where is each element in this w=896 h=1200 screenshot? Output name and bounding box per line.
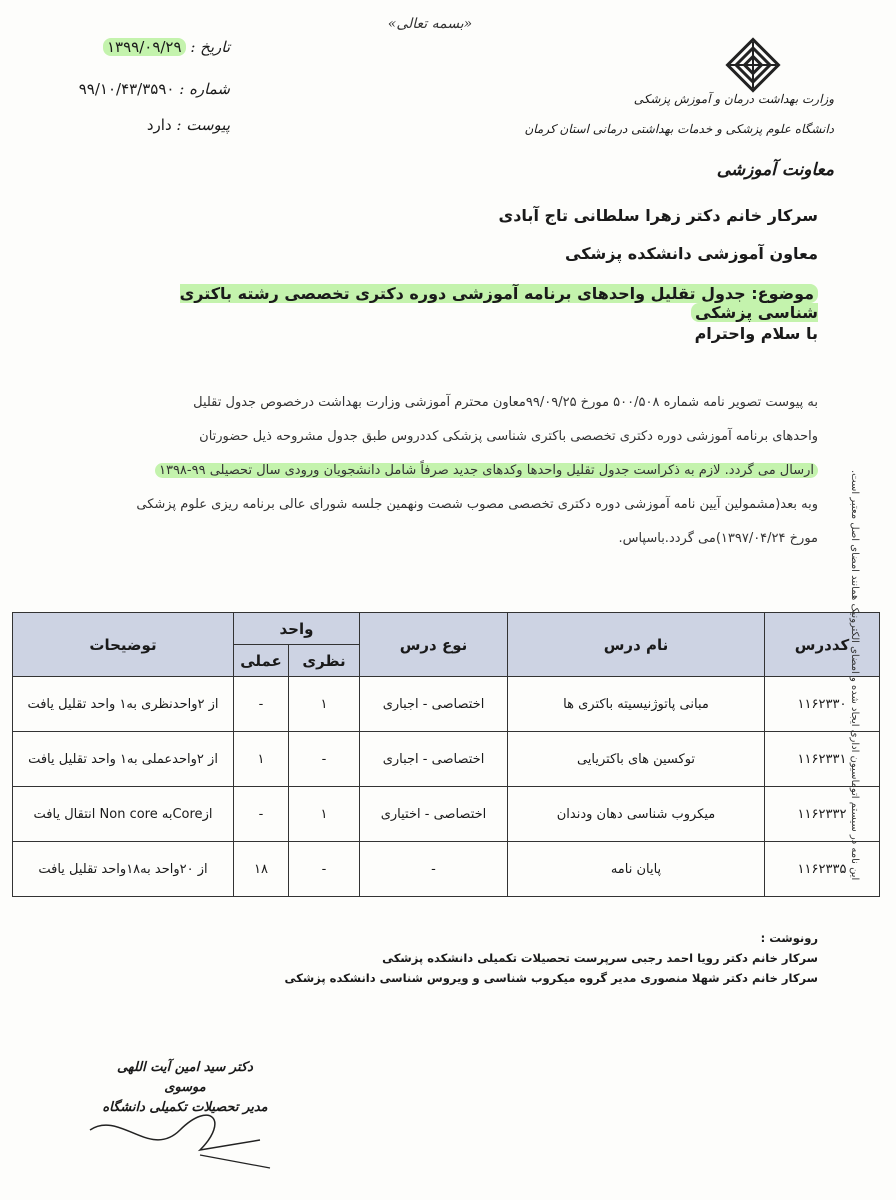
cell-practical: - [234,787,289,842]
cell-type: اختصاصی - اختیاری [360,787,508,842]
date-value: ۱۳۹۹/۰۹/۲۹ [103,38,186,56]
header-code: کددرس [765,613,880,677]
cc-title: رونوشت : [760,931,818,945]
cc-line: سرکار خانم دکتر رویا احمد رجبی سرپرست تحصیلات تکمیلی دانشکده پزشکی [382,951,818,965]
subject-text: موضوع: جدول تقلیل واحدهای برنامه آموزشی دوره دکتری تخصصی رشته باکتری شناسی پزشکی [179,284,818,322]
department-name: معاونت آموزشی [716,160,834,180]
recipient: سرکار خانم دکتر زهرا سلطانی تاج آبادی [498,206,818,225]
body-line: به پیوست تصویر نامه شماره ۵۰۰/۵۰۸ مورخ ۹۹/۰۹/۲۵معاون محترم آموزشی وزارت بهداشت درخصوص جدول تقلیل [193,395,818,410]
cell-theory: ۱ [289,677,360,732]
subject-line [118,284,818,322]
cell-practical: ۱ [234,732,289,787]
number-row [40,80,230,98]
cell-name: میکروب شناسی دهان ودندان [508,787,765,842]
cell-practical: - [234,677,289,732]
cell-practical: ۱۸ [234,842,289,897]
date-label: تاریخ : [190,38,230,56]
body-line: مورخ ۱۳۹۷/۰۴/۲۴)می گردد.باسپاس. [618,531,818,546]
number-label: شماره : [179,80,230,98]
cell-code: ۱۱۶۲۳۳۵ [765,842,880,897]
header-type: نوع درس [360,613,508,677]
header-units: واحد [234,613,360,645]
greeting: با سلام واحترام [694,324,818,343]
handwritten-signature-icon [80,1100,280,1180]
cell-name: توکسین های باکتریایی [508,732,765,787]
ministry-logo-icon [722,34,784,96]
cell-code: ۱۱۶۲۳۳۰ [765,677,880,732]
side-note: این نامه در سیستم اتوماسیون اداری ایجاد شده و امضای الکترونیک همانند امضای اصل معتبر است. [849,470,860,881]
cc-line: سرکار خانم دکتر شهلا منصوری مدیر گروه میکروب شناسی و ویروس شناسی دانشکده پزشکی [284,971,818,985]
recipient-position: معاون آموزشی دانشکده پزشکی [565,244,818,263]
number-value: ۹۹/۱۰/۴۳/۳۵۹۰ [78,80,175,98]
cell-type: اختصاصی - اجباری [360,677,508,732]
cell-notes: از ۲واحدنظری به۱ واحد تقلیل یافت [13,677,234,732]
cell-code: ۱۱۶۲۳۳۱ [765,732,880,787]
table-row [13,787,880,842]
cell-theory: ۱ [289,787,360,842]
cell-theory: - [289,842,360,897]
cell-notes: از ۲واحدعملی به۱ واحد تقلیل یافت [13,732,234,787]
ministry-name: وزارت بهداشت درمان و آموزش پزشکی [633,92,834,106]
body-line [78,454,818,488]
cc-block [258,928,818,988]
attachment-value: دارد [146,116,172,134]
signatory-title: مدیر تحصیلات تکمیلی دانشگاه [102,1100,268,1115]
body-highlight: ارسال می گردد. لازم به ذکراست جدول تقلیل واحدها وکدهای جدید صرفاً شامل دانشجویان ورودی سال تحصیلی ۹۹-۱۳۹۸ [155,463,818,478]
table-row [13,677,880,732]
cell-notes: ازCoreبه Non core انتقال یافت [13,787,234,842]
table-row [13,732,880,787]
header-practical: عملی [234,645,289,677]
attachment-label: پیوست : [176,116,230,134]
units-table [12,612,880,897]
cell-type: اختصاصی - اجباری [360,732,508,787]
cell-theory: - [289,732,360,787]
letter-body [78,386,818,556]
header-name: نام درس [508,613,765,677]
cell-name: پایان نامه [508,842,765,897]
university-name: دانشگاه علوم پزشکی و خدمات بهداشتی درمانی استان کرمان [524,122,834,136]
cell-notes: از ۲۰واحد به۱۸واحد تقلیل یافت [13,842,234,897]
header-notes: توضیحات [13,613,234,677]
cell-code: ۱۱۶۲۳۳۲ [765,787,880,842]
date-row [40,38,230,56]
bismillah: «بسمه تعالی» [387,16,473,32]
body-line: واحدهای برنامه آموزشی دوره دکتری تخصصی باکتری شناسی پزشکی کددروس طبق جدول مشروحه ذیل حضورتان [199,429,818,444]
table-row [13,842,880,897]
cell-name: مبانی پاتوژنیسیته باکتری ها [508,677,765,732]
body-line: وبه بعد(مشمولین آیین نامه آموزشی دوره دکتری تخصصی مصوب شصت ونهمین جلسه شورای عالی برنامه ریزی علوم پزشکی [136,497,818,512]
attachment-row [40,116,230,134]
cell-type: - [360,842,508,897]
signatory-name: دکتر سید امین آیت اللهی موسوی [117,1060,253,1095]
header-theory: نظری [289,645,360,677]
